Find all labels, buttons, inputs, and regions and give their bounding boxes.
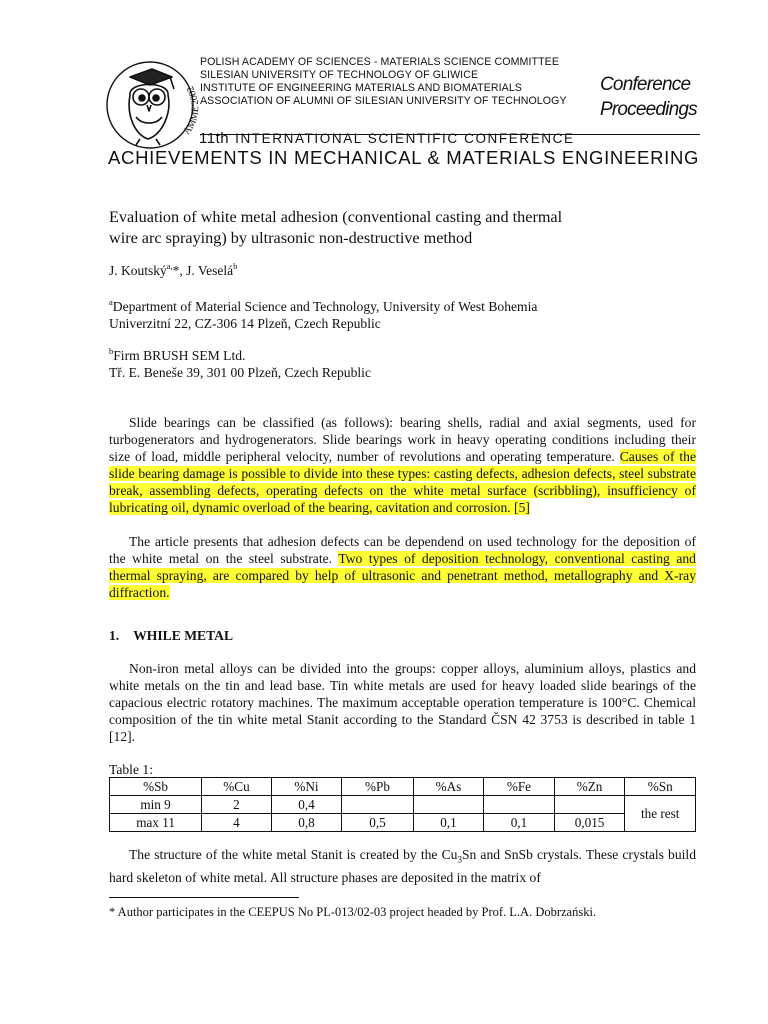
table-header-cell: %Pb xyxy=(342,778,413,796)
organization-line: ASSOCIATION OF ALUMNI OF SILESIAN UNIVERSITY OF TECHNOLOGY xyxy=(200,95,567,107)
authors-line xyxy=(109,262,237,279)
conference-name: INTERNATIONAL SCIENTIFIC CONFERENCE xyxy=(235,131,575,146)
table-cell: max 11 xyxy=(110,814,202,832)
table-caption: Table 1: xyxy=(109,762,153,777)
table-cell: min 9 xyxy=(110,796,202,814)
author-separator: , xyxy=(179,263,187,278)
table-header-cell: %Sb xyxy=(110,778,202,796)
paragraph-structure: The structure of the white metal Stanit is created by the $Cu_3Sn$ and SnSb crystals. These crystals build hard skeleton of white metal. All structure phases are deposited in the matrix of xyxy=(109,847,696,885)
table-header-cell: %Cu xyxy=(202,778,272,796)
table-cell xyxy=(484,796,554,814)
highlighted-text: Two types of deposition technology, conventional casting and thermal spraying, are compared by help of ultrasonic and penetrant method, metallography and X-ray diffraction. xyxy=(109,551,696,600)
table-header-cell: %Sn xyxy=(625,778,696,796)
author-footnote-mark: * xyxy=(172,263,180,278)
highlighted-text: Causes of the slide bearing damage is possible to divide into these types: casting defects, adhesion defects, steel substrate break, assembling defects, operating defects on the white metal surface (scribbling), insufficiency of lubricating oil, dynamic overload of the bearing, cavitation and corrosion. [5] xyxy=(109,449,696,515)
footnote: * Author participates in the CEEPUS No PL-013/02-03 project headed by Prof. L.A. Dobrzański. xyxy=(109,905,597,919)
organizations-list xyxy=(200,56,590,108)
table-cell xyxy=(342,796,413,814)
table-row xyxy=(110,814,696,832)
table-cell: 4 xyxy=(202,814,272,832)
organization-line: POLISH ACADEMY OF SCIENCES - MATERIALS SCIENCE COMMITTEE xyxy=(200,56,559,68)
footnote-divider xyxy=(109,897,299,898)
paragraph-alloys: Non-iron metal alloys can be divided into the groups: copper alloys, aluminium alloys, plastics and white metals on the tin and lead base. Tin white metals are used for heavy loaded slide bearings of the capacious electric rotatory machines. The maximum acceptable operation temperature is 100°C. Chemical composition of the tin white metal Stanit according to the Standard ČSN 42 3753 is described in table 1 [12]. xyxy=(109,661,696,744)
organization-line: INSTITUTE OF ENGINEERING MATERIALS AND BIOMATERIALS xyxy=(200,82,522,94)
section-heading: 1. WHILE METAL xyxy=(109,628,234,643)
conference-proceedings-label: Conference Proceedings xyxy=(600,74,697,120)
table-cell xyxy=(413,796,484,814)
composition-table xyxy=(109,777,696,832)
paragraph-intro: Slide bearings can be classified (as follows): bearing shells, radial and axial segments, used for turbogenerators and hydrogenerators. Slide bearings work in heavy operating conditions including their size of load, middle peripheral velocity, number of revolutions and operating temperature. Causes of the slide bearing damage is possible to divide into these types: casting defects, adhesion defects, steel substrate break, assembling defects, operating defects on the white metal surface (scribbling), insufficiency of lubricating oil, dynamic overload of the bearing, cavitation and corrosion. [5] xyxy=(109,415,696,515)
conference-number: 11th xyxy=(199,130,230,147)
author-name: J. Veselá xyxy=(186,263,234,278)
paragraph-article: The article presents that adhesion defects can be dependend on used technology for the deposition of the white metal on the steel substrate. Two types of deposition technology, conventional casting and thermal spraying, are compared by help of ultrasonic and penetrant method, metallography and X-ray diffraction. xyxy=(109,534,696,600)
table-cell: 0,4 xyxy=(271,796,341,814)
table-row xyxy=(110,796,696,814)
table-cell: 0,015 xyxy=(554,814,625,832)
table-header-cell: %Zn xyxy=(554,778,625,796)
affiliation-b: $^b$Firm BRUSH SEM Ltd. Tř. E. Beneše 39, 301 00 Plzeň, Czech Republic xyxy=(109,346,371,380)
conference-line xyxy=(199,130,575,147)
affiliation-a: $^a$Department of Material Science and Technology, University of West Bohemia Univerzitní 22, CZ-306 14 Plzeň, Czech Republic xyxy=(109,297,538,331)
table-cell: 0,8 xyxy=(271,814,341,832)
conference-title: ACHIEVEMENTS IN MECHANICAL & MATERIALS ENGINEERING xyxy=(108,147,700,168)
owl-graduate-icon xyxy=(129,69,174,145)
table-cell: 0,1 xyxy=(484,814,554,832)
logo-ring-text: AMM 2002 xyxy=(181,84,200,137)
table-cell: 0,1 xyxy=(413,814,484,832)
author-affiliation-mark: a, xyxy=(166,261,173,271)
table-cell: 0,5 xyxy=(342,814,413,832)
paper-title: Evaluation of white metal adhesion (conventional casting and thermal wire arc spraying) by ultrasonic non-destructive method xyxy=(109,208,563,247)
organization-line: SILESIAN UNIVERSITY OF TECHNOLOGY OF GLIWICE xyxy=(200,69,479,81)
author-affiliation-mark: b xyxy=(233,261,238,271)
table-header-cell: %As xyxy=(413,778,484,796)
table-cell xyxy=(554,796,625,814)
table-header-cell: %Fe xyxy=(484,778,554,796)
table-cell-sn: the rest xyxy=(625,796,696,832)
table-header-cell: %Ni xyxy=(271,778,341,796)
author-name: J. Koutský xyxy=(109,263,167,278)
table-header-row xyxy=(110,778,696,796)
conference-logo xyxy=(100,55,200,155)
table-cell: 2 xyxy=(202,796,272,814)
